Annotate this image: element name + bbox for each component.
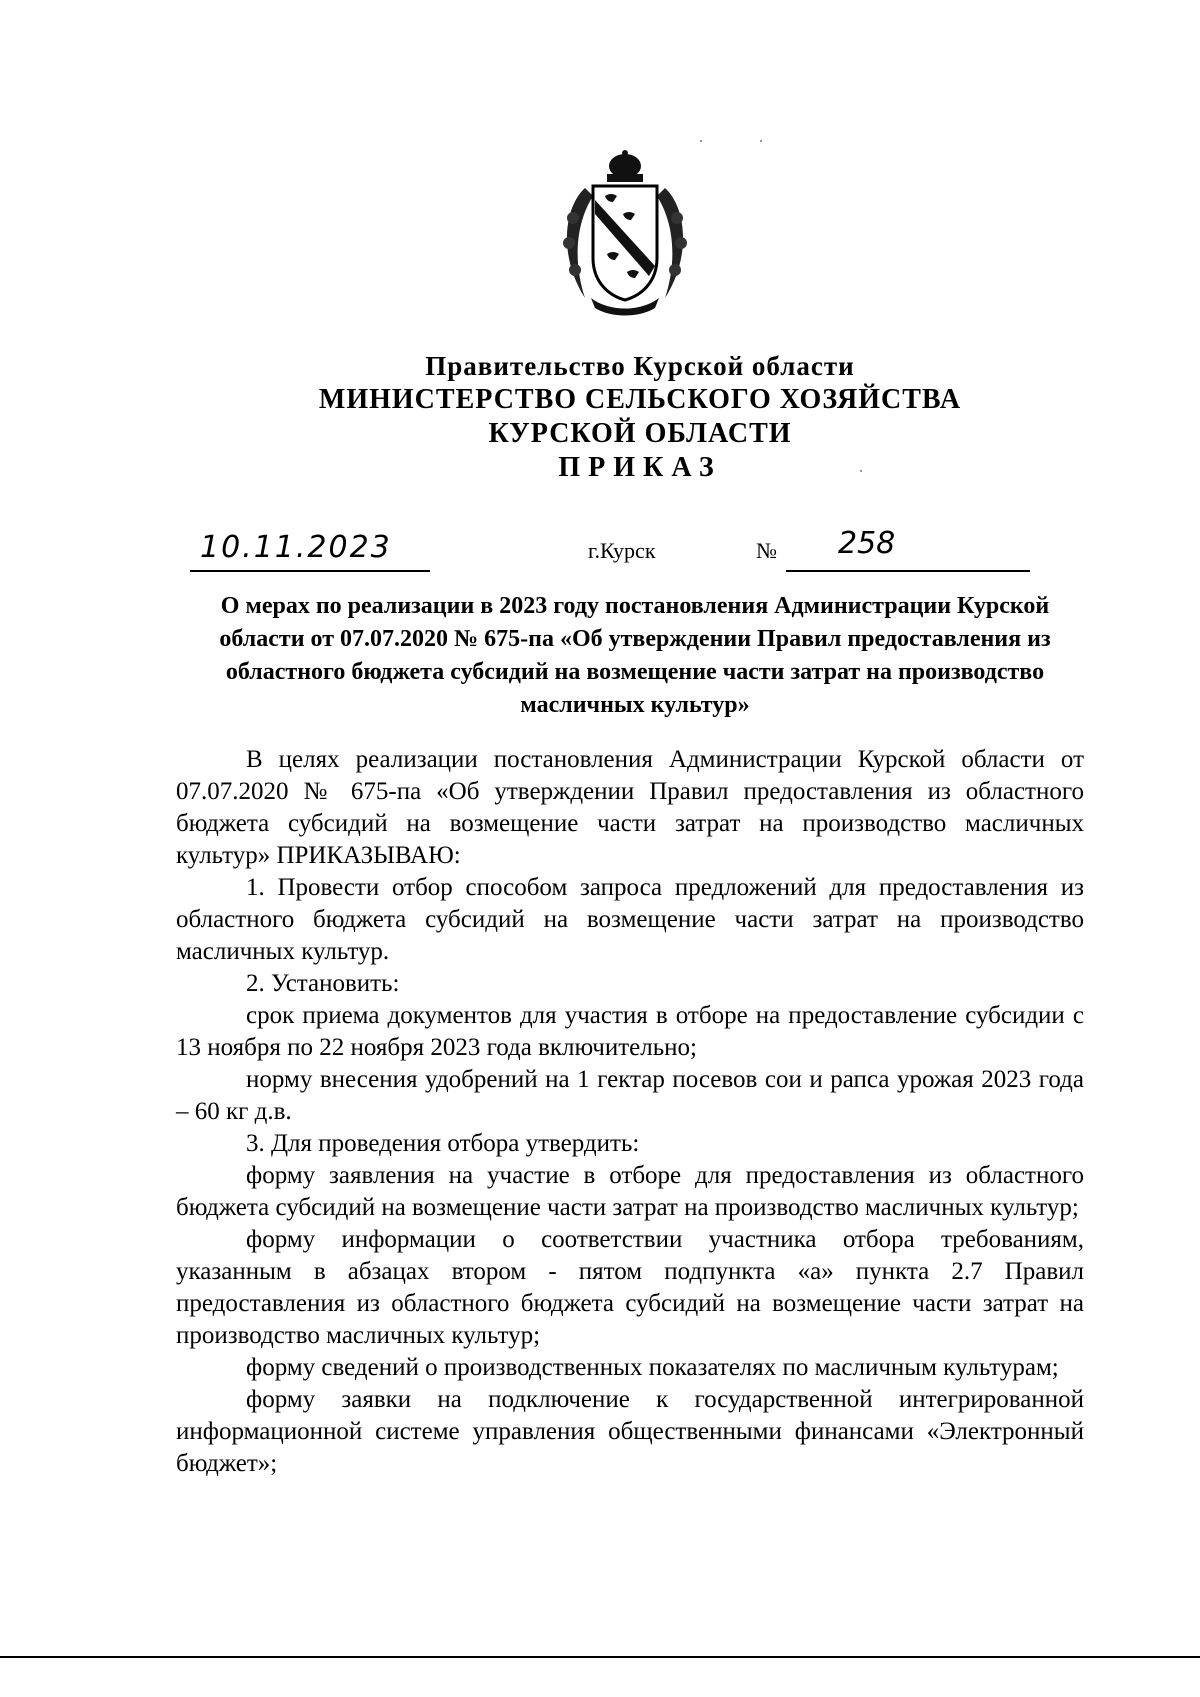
- ministry-region: КУРСКОЙ ОБЛАСТИ: [488, 418, 792, 449]
- paragraph: форму информации о соответствии участника отбора требованиям, указанным в абзацах втором - пятом подпункта «а» пункта 2.7 Правил предоставления из областного бюджета субсидий на возмещение части затрат на производство масличных культур;: [176, 1226, 1084, 1349]
- document-header: [200, 350, 1080, 485]
- paragraph: В целях реализации постановления Администрации Курской области от 07.07.2020 № 675-па «Об утверждении Правил предоставления из областного бюджета субсидий на возмещение части затрат на производство масличных культур» ПРИКАЗЫВАЮ:: [176, 746, 1084, 869]
- ministry-name: МИНИСТЕРСТВО СЕЛЬСКОГО ХОЗЯЙСТВА: [318, 384, 962, 415]
- paragraph: 3. Для проведения отбора утвердить:: [246, 1130, 640, 1157]
- paragraph: срок приема документов для участия в отборе на предоставление субсидии с 13 ноября по 22 ноября 2023 года включительно;: [176, 1002, 1084, 1061]
- document-type: ПРИКАЗ: [558, 452, 722, 483]
- handwritten-date: 10.11.2023: [200, 530, 392, 565]
- paragraph: форму заявки на подключение к государственной интегрированной информационной системе управления общественными финансами «Электронный бюджет»;: [176, 1386, 1084, 1477]
- city: г.Курск: [588, 538, 656, 563]
- document-title: О мерах по реализации в 2023 году постановления Администрации Курской области от 07.07.2020 № 675-па «Об утверждении Правил предоставления из областного бюджета субсидий на возмещение части затрат на производство масличных культур»: [219, 593, 1051, 718]
- government-name: Правительство Курской области: [425, 351, 855, 381]
- paragraph: 2. Установить:: [246, 970, 400, 997]
- scan-artifact: [700, 140, 702, 142]
- scan-artifact: [760, 140, 762, 142]
- coat-of-arms-icon: [545, 148, 705, 318]
- scan-artifact: [860, 470, 862, 472]
- number-underline: [786, 532, 1030, 572]
- handwritten-number: 258: [838, 526, 896, 561]
- number-sign: №: [756, 538, 777, 563]
- paragraph: 1. Провести отбор способом запроса предложений для предоставления из областного бюджета субсидий на возмещение части затрат на производство масличных культур.: [176, 874, 1084, 965]
- document-body: [176, 744, 1084, 1480]
- paragraph: норму внесения удобрений на 1 гектар посевов сои и рапса урожая 2023 года – 60 кг д.в.: [176, 1066, 1084, 1125]
- paragraph: форму заявления на участие в отборе для предоставления из областного бюджета субсидий на возмещение части затрат на производство масличных культур;: [176, 1162, 1084, 1221]
- paragraph: форму сведений о производственных показателях по масличным культурам;: [246, 1354, 1059, 1381]
- page-bottom-rule: [0, 1656, 1200, 1658]
